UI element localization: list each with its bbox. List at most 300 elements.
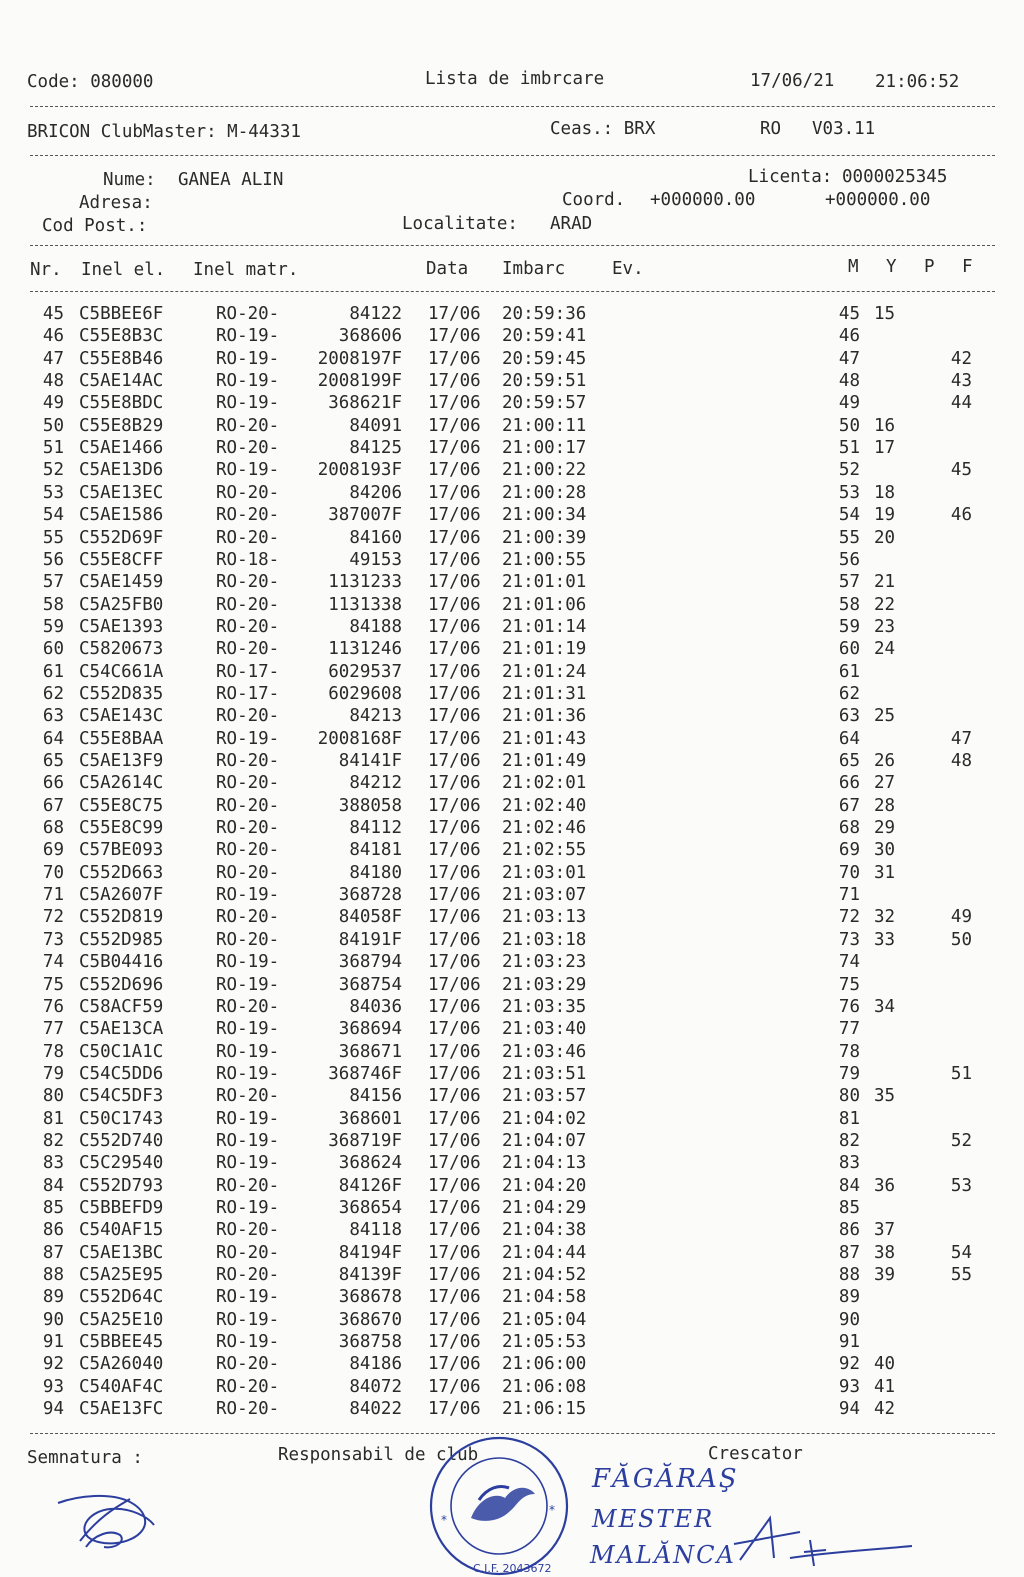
svg-text:*: * [549,1503,555,1517]
row-ring-prefix: RO-19- [216,1130,280,1151]
row-inel-matr: 2008197F [317,348,402,369]
locality-label: Localitate: [402,214,518,234]
row-m: 65 [838,751,860,771]
row-m: 92 [838,1354,860,1375]
row-nr: 72 [42,907,64,928]
row-date: 17/06 [428,527,481,548]
row-y: 17 [874,438,896,459]
row-time: 21:03:46 [502,1041,587,1062]
row-inel-el: C5AE1466 [79,438,164,459]
row-ring-prefix: RO-19- [216,1041,280,1062]
row-ring-prefix: RO-20- [216,1242,280,1263]
row-inel-matr: 84072 [349,1376,402,1397]
row-ring-prefix: RO-20- [216,572,280,593]
row-inel-el: C5A25E10 [79,1309,164,1330]
row-nr: 77 [42,1019,64,1040]
row-date: 17/06 [428,393,481,414]
row-time: 21:04:58 [502,1287,587,1308]
row-ring-prefix: RO-20- [216,505,280,526]
col-inel-el: Inel el. [81,260,166,280]
row-inel-el: C5AE1459 [79,572,164,593]
row-nr: 54 [42,505,64,526]
row-date: 17/06 [428,304,481,324]
row-nr: 69 [42,840,64,861]
row-date: 17/06 [428,1265,481,1286]
row-inel-matr: 368746F [328,1063,402,1084]
row-time: 21:04:52 [502,1265,587,1286]
row-inel-matr: 2008193F [317,460,402,481]
clock-label: Ceas.: BRX [550,119,656,139]
row-inel-el: C5B04416 [79,952,164,973]
row-date: 17/06 [428,1287,481,1308]
row-m: 91 [838,1332,860,1353]
row-m: 90 [838,1309,860,1330]
row-time: 21:00:17 [502,438,587,459]
row-date: 17/06 [428,1376,481,1397]
row-y: 22 [874,594,896,615]
row-f: 45 [950,460,972,481]
row-time: 21:03:29 [502,974,587,995]
row-inel-el: C5AE13F9 [79,751,164,771]
row-nr: 84 [42,1175,64,1196]
row-inel-matr: 84186 [349,1354,402,1375]
licence-label: Licenta: [748,167,833,187]
row-f: 42 [950,348,972,369]
row-time: 21:01:36 [502,706,587,727]
row-inel-el: C552D663 [79,862,164,883]
row-ring-prefix: RO-20- [216,840,280,861]
row-time: 21:04:02 [502,1108,587,1129]
row-time: 21:01:19 [502,639,587,660]
row-ring-prefix: RO-20- [216,929,280,950]
row-nr: 80 [42,1086,64,1107]
row-inel-matr: 368754 [338,974,402,995]
row-date: 17/06 [428,1309,481,1330]
row-ring-prefix: RO-20- [216,1265,280,1286]
row-date: 17/06 [428,1108,481,1129]
club-responsible-label: Responsabil de club [278,1445,479,1465]
row-inel-matr: 84160 [349,527,402,548]
row-m: 71 [838,885,860,906]
row-date: 17/06 [428,415,481,436]
row-y: 15 [874,304,896,324]
row-time: 21:04:29 [502,1198,587,1218]
row-y: 39 [874,1265,896,1286]
row-ring-prefix: RO-20- [216,706,280,727]
row-inel-el: C55E8C99 [79,818,164,839]
row-inel-matr: 84091 [349,415,402,436]
row-date: 17/06 [428,840,481,861]
row-m: 78 [838,1041,860,1062]
row-inel-el: C55E8C75 [79,795,164,816]
row-nr: 52 [42,460,64,481]
row-f: 46 [950,505,972,526]
row-inel-matr: 84036 [349,996,402,1017]
row-time: 21:04:20 [502,1175,587,1196]
row-inel-el: C5A2614C [79,773,164,794]
code-label: Code: 080000 [27,72,154,92]
row-inel-el: C55E8BDC [79,393,164,414]
row-m: 54 [838,505,860,526]
row-inel-el: C5BBEE45 [79,1332,164,1353]
row-nr: 51 [42,438,64,459]
row-ring-prefix: RO-19- [216,371,280,392]
row-inel-matr: 84022 [349,1399,402,1420]
row-inel-matr: 368758 [338,1332,402,1353]
row-nr: 78 [42,1041,64,1062]
row-time: 21:00:39 [502,527,587,548]
row-y: 35 [874,1086,896,1107]
row-inel-matr: 84058F [338,907,402,928]
row-inel-el: C54C5DF3 [79,1086,164,1107]
row-ring-prefix: RO-20- [216,482,280,503]
row-m: 67 [838,795,860,816]
row-y: 38 [874,1242,896,1263]
row-inel-el: C5AE13FC [79,1399,164,1420]
row-f: 51 [950,1063,972,1084]
row-inel-el: C57BE093 [79,840,164,861]
row-date: 17/06 [428,1130,481,1151]
row-m: 70 [838,862,860,883]
row-ring-prefix: RO-19- [216,1287,280,1308]
row-f: 44 [950,393,972,414]
row-inel-matr: 1131246 [328,639,402,660]
row-inel-matr: 2008168F [317,728,402,749]
row-time: 21:02:46 [502,818,587,839]
row-date: 17/06 [428,438,481,459]
row-date: 17/06 [428,952,481,973]
row-date: 17/06 [428,616,481,637]
row-m: 46 [838,326,860,347]
row-time: 21:03:18 [502,929,587,950]
row-inel-el: C55E8B29 [79,415,164,436]
row-inel-el: C58ACF59 [79,996,164,1017]
row-nr: 50 [42,415,64,436]
row-inel-el: C5BBEFD9 [79,1198,164,1218]
row-time: 21:05:04 [502,1309,587,1330]
row-inel-el: C552D69F [79,527,164,548]
row-inel-el: C5820673 [79,639,164,660]
row-time: 21:02:55 [502,840,587,861]
row-ring-prefix: RO-20- [216,1399,280,1420]
row-m: 74 [838,952,860,973]
row-nr: 67 [42,795,64,816]
row-inel-matr: 84181 [349,840,402,861]
row-nr: 60 [42,639,64,660]
row-nr: 62 [42,683,64,704]
row-m: 55 [838,527,860,548]
row-inel-el: C5A2607F [79,885,164,906]
row-nr: 58 [42,594,64,615]
row-nr: 90 [42,1309,64,1330]
coord-label: Coord. [562,190,626,210]
row-m: 69 [838,840,860,861]
row-ring-prefix: RO-20- [216,751,280,771]
row-m: 86 [838,1220,860,1241]
address-label: Adresa: [79,193,153,213]
row-time: 21:03:57 [502,1086,587,1107]
col-ev: Ev. [612,259,644,279]
country-code: RO [760,119,782,139]
row-inel-el: C5AE13D6 [79,460,164,481]
row-date: 17/06 [428,1332,481,1353]
col-p: P [924,257,935,277]
row-inel-el: C5C29540 [79,1153,164,1174]
row-m: 85 [838,1198,860,1218]
breeder-label: Crescator [708,1444,803,1464]
col-imbarc: Imbarc [502,259,566,279]
row-inel-matr: 84125 [349,438,402,459]
row-inel-matr: 368654 [338,1198,402,1218]
row-time: 20:59:57 [502,393,587,414]
row-inel-el: C55E8BAA [79,728,164,749]
row-nr: 64 [42,728,64,749]
row-ring-prefix: RO-19- [216,1153,280,1174]
row-time: 21:02:01 [502,773,587,794]
row-time: 21:00:11 [502,415,587,436]
row-nr: 87 [42,1242,64,1263]
row-m: 47 [838,348,860,369]
row-m: 89 [838,1287,860,1308]
row-inel-matr: 1131233 [328,572,402,593]
row-inel-matr: 84141F [338,751,402,771]
row-ring-prefix: RO-20- [216,1175,280,1196]
row-m: 51 [838,438,860,459]
row-inel-el: C552D64C [79,1287,164,1308]
row-date: 17/06 [428,639,481,660]
row-ring-prefix: RO-19- [216,1198,280,1218]
row-time: 21:04:38 [502,1220,587,1241]
row-date: 17/06 [428,1354,481,1375]
row-inel-el: C552D819 [79,907,164,928]
row-m: 58 [838,594,860,615]
row-nr: 86 [42,1220,64,1241]
row-time: 21:04:44 [502,1242,587,1263]
row-date: 17/06 [428,348,481,369]
row-date: 17/06 [428,505,481,526]
row-inel-matr: 1131338 [328,594,402,615]
divider [30,106,995,107]
row-y: 20 [874,527,896,548]
row-ring-prefix: RO-19- [216,974,280,995]
row-m: 76 [838,996,860,1017]
row-inel-matr: 84212 [349,773,402,794]
row-time: 20:59:45 [502,348,587,369]
row-date: 17/06 [428,728,481,749]
club-master: BRICON ClubMaster: M-44331 [27,122,301,142]
row-m: 64 [838,728,860,749]
row-inel-el: C5AE14AC [79,371,164,392]
row-date: 17/06 [428,1153,481,1174]
row-nr: 53 [42,482,64,503]
row-inel-el: C552D740 [79,1130,164,1151]
row-f: 49 [950,907,972,928]
version: V03.11 [812,119,876,139]
row-m: 61 [838,661,860,682]
row-ring-prefix: RO-20- [216,773,280,794]
row-date: 17/06 [428,1063,481,1084]
row-time: 20:59:41 [502,326,587,347]
row-date: 17/06 [428,795,481,816]
row-f: 52 [950,1130,972,1151]
row-date: 17/06 [428,1220,481,1241]
row-date: 17/06 [428,1086,481,1107]
row-time: 21:05:53 [502,1332,587,1353]
row-time: 21:01:49 [502,751,587,771]
row-time: 21:01:01 [502,572,587,593]
col-y: Y [886,257,897,277]
row-date: 17/06 [428,751,481,771]
row-inel-el: C540AF4C [79,1376,164,1397]
row-y: 27 [874,773,896,794]
row-nr: 93 [42,1376,64,1397]
row-nr: 61 [42,661,64,682]
coord-longitude: +000000.00 [825,190,931,210]
locality-value: ARAD [550,214,593,234]
row-nr: 71 [42,885,64,906]
row-nr: 55 [42,527,64,548]
row-nr: 88 [42,1265,64,1286]
row-date: 17/06 [428,661,481,682]
row-m: 88 [838,1265,860,1286]
row-m: 94 [838,1399,860,1420]
row-inel-matr: 84112 [349,818,402,839]
row-m: 63 [838,706,860,727]
row-m: 83 [838,1153,860,1174]
row-time: 21:01:31 [502,683,587,704]
row-inel-el: C552D793 [79,1175,164,1196]
row-inel-matr: 84191F [338,929,402,950]
row-inel-matr: 84188 [349,616,402,637]
row-date: 17/06 [428,773,481,794]
row-time: 21:04:13 [502,1153,587,1174]
row-date: 17/06 [428,326,481,347]
row-m: 52 [838,460,860,481]
row-y: 33 [874,929,896,950]
row-nr: 59 [42,616,64,637]
row-ring-prefix: RO-20- [216,527,280,548]
row-inel-matr: 84139F [338,1265,402,1286]
row-f: 54 [950,1242,972,1263]
row-m: 73 [838,929,860,950]
row-time: 21:01:06 [502,594,587,615]
handwriting-line-3: MALĂNCA [590,1541,736,1569]
row-date: 17/06 [428,1019,481,1040]
row-inel-matr: 84180 [349,862,402,883]
row-inel-el: C54C5DD6 [79,1063,164,1084]
row-ring-prefix: RO-19- [216,326,280,347]
row-y: 36 [874,1175,896,1196]
row-date: 17/06 [428,996,481,1017]
row-date: 17/06 [428,594,481,615]
row-inel-matr: 368794 [338,952,402,973]
row-ring-prefix: RO-19- [216,885,280,906]
row-y: 32 [874,907,896,928]
row-inel-el: C5AE13BC [79,1242,164,1263]
svg-text:C.I.F. 2043672: C.I.F. 2043672 [473,1562,552,1575]
licence-number: 0000025345 [842,167,948,187]
row-nr: 74 [42,952,64,973]
row-y: 28 [874,795,896,816]
row-date: 17/06 [428,683,481,704]
row-ring-prefix: RO-19- [216,728,280,749]
name-label: Nume: [103,170,156,190]
row-ring-prefix: RO-19- [216,1332,280,1353]
divider [30,291,995,292]
row-inel-el: C5A26040 [79,1354,164,1375]
row-inel-el: C5BBEE6F [79,304,164,324]
row-inel-matr: 387007F [328,505,402,526]
row-nr: 79 [42,1063,64,1084]
row-ring-prefix: RO-20- [216,616,280,637]
row-time: 21:03:07 [502,885,587,906]
row-ring-prefix: RO-19- [216,1108,280,1129]
row-time: 21:03:13 [502,907,587,928]
row-date: 17/06 [428,974,481,995]
row-ring-prefix: RO-20- [216,639,280,660]
row-inel-el: C5AE143C [79,706,164,727]
row-ring-prefix: RO-20- [216,795,280,816]
row-m: 81 [838,1108,860,1129]
row-inel-matr: 49153 [349,549,402,570]
row-m: 79 [838,1063,860,1084]
row-time: 21:00:55 [502,549,587,570]
row-date: 17/06 [428,862,481,883]
row-m: 84 [838,1175,860,1196]
row-f: 48 [950,751,972,771]
row-time: 21:06:08 [502,1376,587,1397]
divider [30,245,995,246]
row-ring-prefix: RO-20- [216,907,280,928]
row-m: 62 [838,683,860,704]
row-nr: 81 [42,1108,64,1129]
row-ring-prefix: RO-20- [216,1086,280,1107]
row-m: 77 [838,1019,860,1040]
col-m: M [848,257,859,277]
handwriting-line-2: MESTER [592,1505,715,1533]
row-ring-prefix: RO-19- [216,460,280,481]
row-nr: 73 [42,929,64,950]
row-date: 17/06 [428,818,481,839]
row-m: 60 [838,639,860,660]
row-inel-matr: 84122 [349,304,402,324]
row-m: 50 [838,415,860,436]
row-nr: 46 [42,326,64,347]
row-ring-prefix: RO-20- [216,818,280,839]
row-y: 37 [874,1220,896,1241]
club-stamp [425,1428,575,1577]
row-m: 72 [838,907,860,928]
row-y: 29 [874,818,896,839]
row-time: 20:59:51 [502,371,587,392]
row-date: 17/06 [428,1198,481,1218]
row-m: 75 [838,974,860,995]
row-m: 57 [838,572,860,593]
row-date: 17/06 [428,1242,481,1263]
signature-scribble [50,1475,170,1555]
row-nr: 94 [42,1399,64,1420]
owner-name: GANEA ALIN [178,170,284,190]
row-y: 19 [874,505,896,526]
row-y: 34 [874,996,896,1017]
row-time: 21:01:43 [502,728,587,749]
row-inel-el: C5AE1393 [79,616,164,637]
row-time: 21:03:01 [502,862,587,883]
handwriting-line-1: FĂGĂRAŞ [592,1464,739,1494]
row-f: 47 [950,728,972,749]
row-ring-prefix: RO-20- [216,304,280,324]
row-inel-matr: 368670 [338,1309,402,1330]
